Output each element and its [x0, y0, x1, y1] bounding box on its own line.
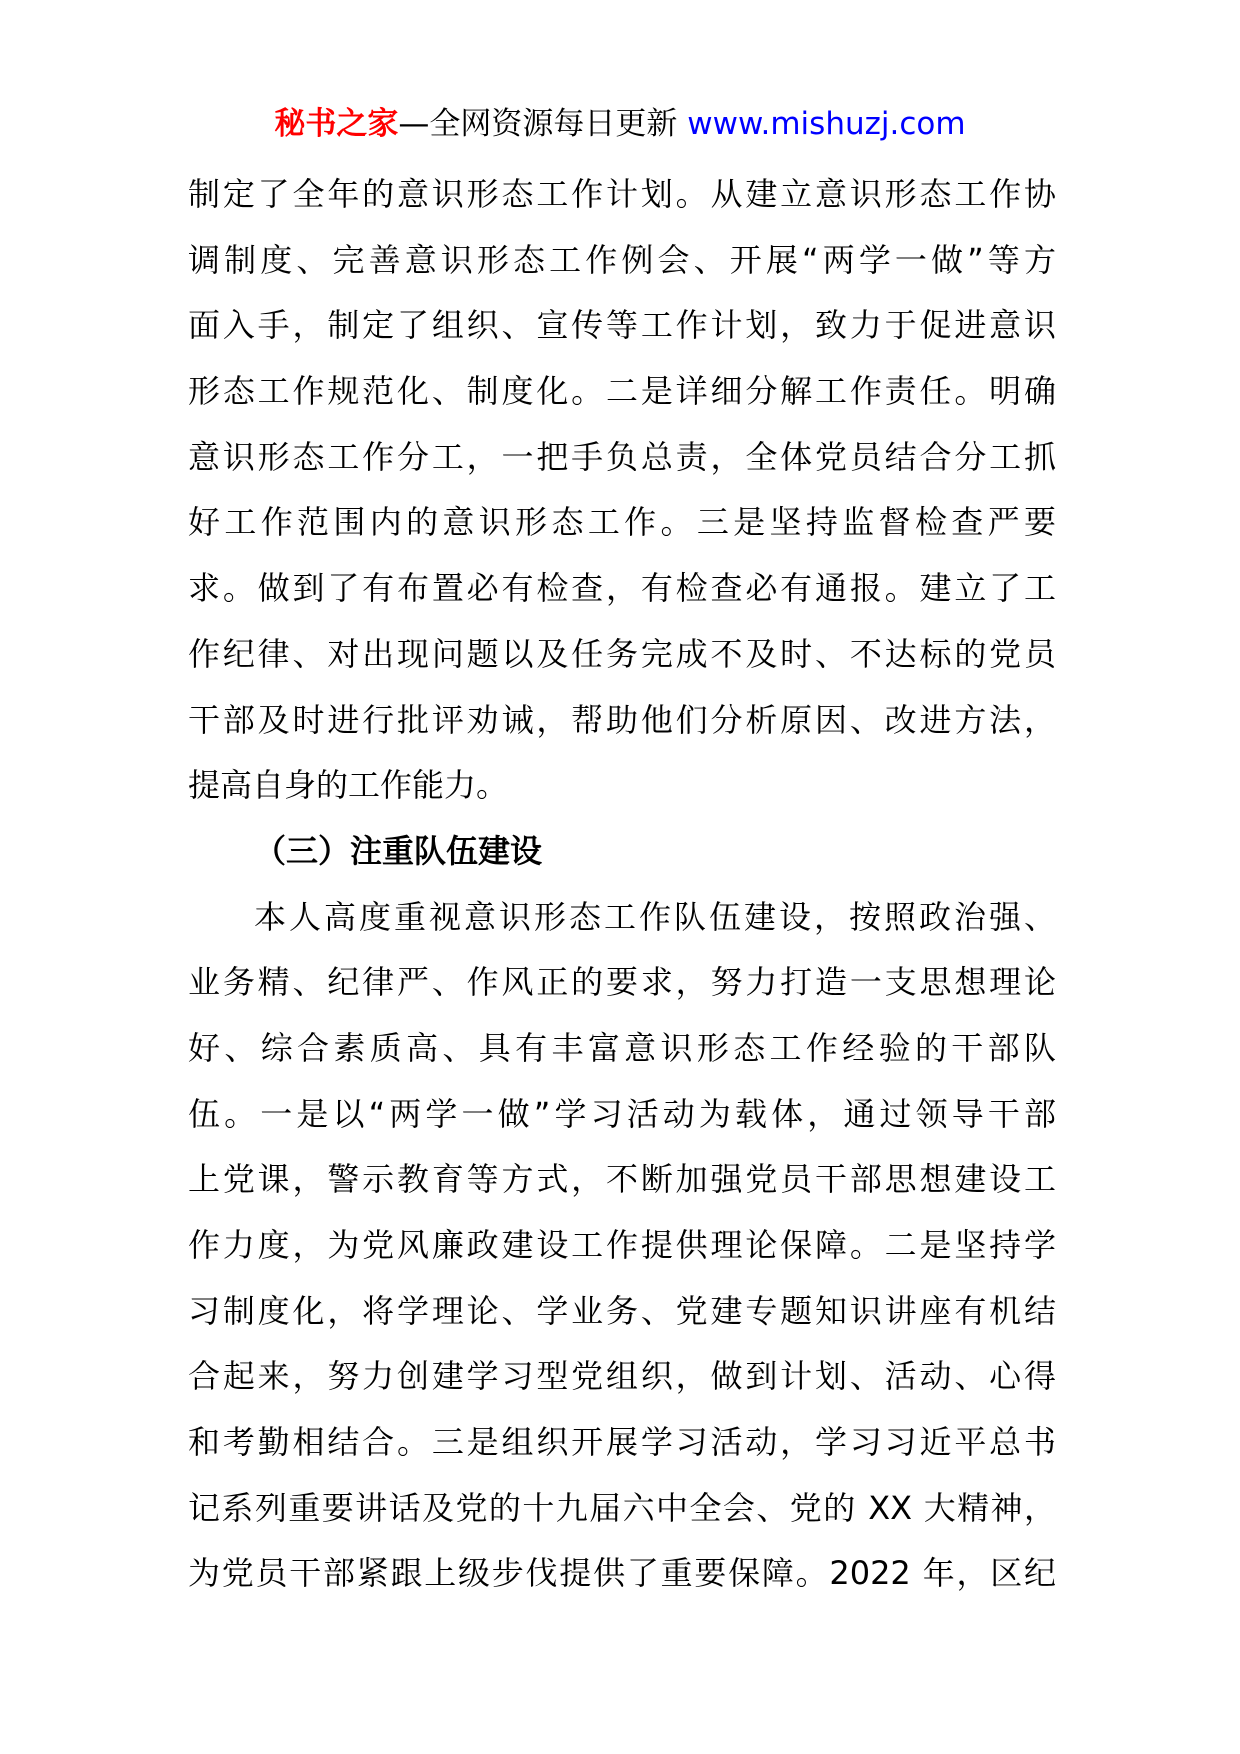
section-heading: （三）注重队伍建设	[254, 831, 543, 870]
paragraph-line: 形态工作规范化、制度化。二是详细分解工作责任。明确	[188, 372, 1056, 411]
paragraph-line: 伍。一是以“两学一做”学习活动为载体，通过领导干部	[188, 1094, 1056, 1133]
paragraph-line: 作力度，为党风廉政建设工作提供理论保障。二是坚持学	[188, 1226, 1056, 1264]
paragraph-line: 意识形态工作分工，一把手负总责，全体党员结合分工抓	[188, 437, 1056, 476]
paragraph-line: 记系列重要讲话及党的十九届六中全会、党的 XX 大精神，	[188, 1488, 1056, 1527]
brand-name: 秘书之家	[274, 106, 399, 142]
paragraph-line: 调制度、完善意识形态工作例会、开展“两学一做”等方	[188, 240, 1056, 279]
website-link[interactable]: www.mishuzj.com	[687, 106, 966, 142]
paragraph-line: 提高自身的工作能力。	[188, 766, 509, 805]
header-tagline: —全网资源每日更新	[398, 106, 688, 142]
paragraph-line: 面入手，制定了组织、宣传等工作计划，致力于促进意识	[188, 306, 1056, 345]
paragraph-line: 本人高度重视意识形态工作队伍建设，按照政治强、	[254, 897, 1056, 936]
paragraph-line: 上党课，警示教育等方式，不断加强党员干部思想建设工	[188, 1160, 1056, 1199]
paragraph-line: 好、综合素质高、具有丰富意识形态工作经验的干部队	[188, 1028, 1056, 1067]
paragraph-line: 和考勤相结合。三是组织开展学习活动，学习习近平总书	[188, 1423, 1056, 1462]
paragraph-line: 好工作范围内的意识形态工作。三是坚持监督检查严要	[188, 503, 1056, 542]
paragraph-line: 为党员干部紧跟上级步伐提供了重要保障。2022 年，区纪	[188, 1554, 1056, 1593]
page-header	[0, 100, 1240, 148]
paragraph-line: 制定了全年的意识形态工作计划。从建立意识形态工作协	[188, 175, 1056, 213]
paragraph-line: 合起来，努力创建学习型党组织，做到计划、活动、心得	[188, 1357, 1056, 1396]
paragraph-line: 业务精、纪律严、作风正的要求，努力打造一支思想理论	[188, 963, 1056, 1002]
paragraph-line: 作纪律、对出现问题以及任务完成不及时、不达标的党员	[188, 634, 1056, 673]
paragraph-line: 干部及时进行批评劝诫，帮助他们分析原因、改进方法，	[188, 700, 1056, 739]
paragraph-line: 习制度化，将学理论、学业务、党建专题知识讲座有机结	[188, 1291, 1056, 1330]
body-text	[188, 162, 1056, 1607]
paragraph-line: 求。做到了有布置必有检查，有检查必有通报。建立了工	[188, 569, 1056, 608]
